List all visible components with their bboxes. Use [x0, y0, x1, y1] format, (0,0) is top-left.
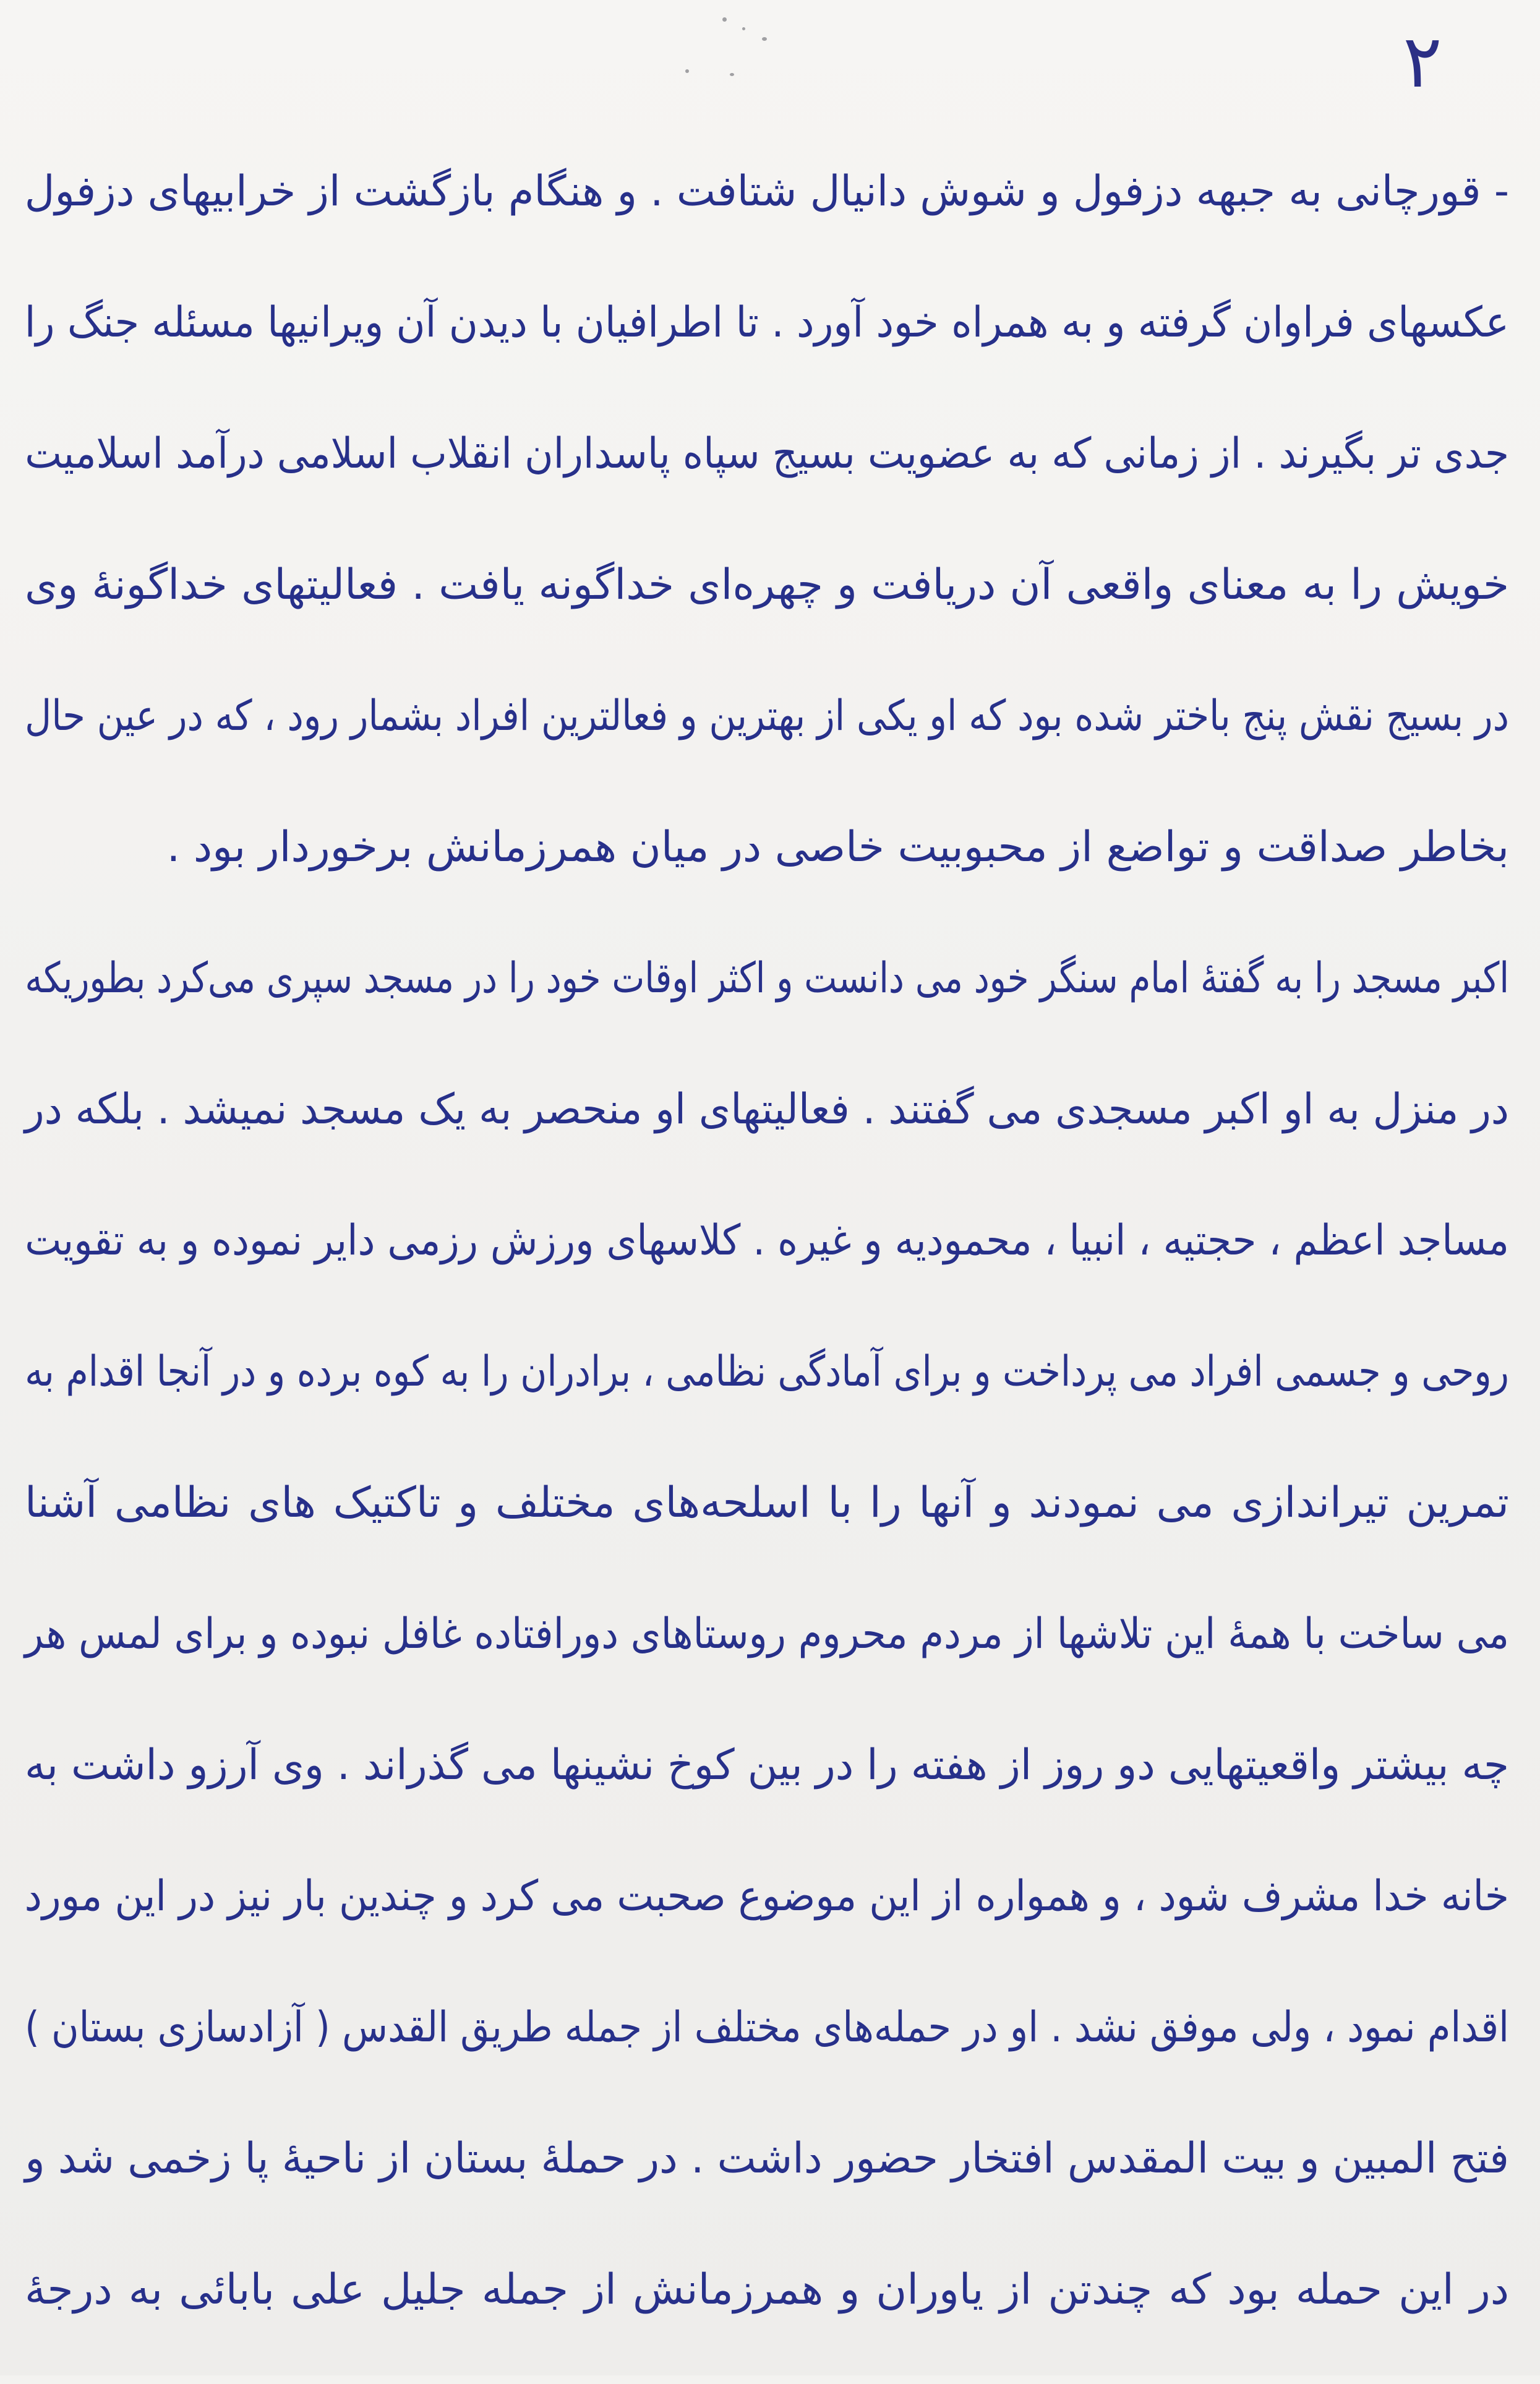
page-number: ۲ [1403, 19, 1442, 104]
text-line: اقدام نمود ، ولی موفق نشد . او در حمله‌های مختلف از جمله طریق القدس ( آزادسازی بستان ) [25, 2003, 1509, 2052]
text-line: روحی و جسمی افراد می پرداخت و برای آمادگی نظامی ، برادران را به کوه برده و در آنجا اقدام به [25, 1347, 1509, 1396]
text-line: خانه خدا مشرف شود ، و همواره از این موضوع صحبت می کرد و چندین بار نیز در این مورد [24, 1872, 1509, 1921]
paper-speck [730, 73, 734, 76]
paper-speck [722, 17, 727, 22]
text-line: می ساخت با همهٔ این تلاشها از مردم محروم روستاهای دورافتاده غافل نبوده و برای لمس هر [24, 1610, 1509, 1658]
paper-speck [762, 37, 767, 41]
text-line: در منزل به او اکبر مسجدی می گفتند . فعالیتهای او منحصر به یک مسجد نمیشد . بلکه در [25, 1085, 1510, 1134]
text-line: جدی تر بگیرند . از زمانی که به عضویت بسیج سپاه پاسداران انقلاب اسلامی درآمد اسلامیت [25, 429, 1509, 478]
paper-speck [685, 69, 689, 73]
text-line: مساجد اعظم ، حجتیه ، انبیا ، محمودیه و غیره . کلاسهای ورزش رزمی دایر نموده و به تقویت [25, 1216, 1510, 1265]
text-line: - قورچانی به جبهه دزفول و شوش دانیال شتافت . و هنگام بازگشت از خرابیهای دزفول [24, 167, 1509, 216]
paper-speck [742, 27, 745, 30]
text-line: خویش را به معنای واقعی آن دریافت و چهره‌ای خداگونه یافت . فعالیتهای خداگونهٔ وی [25, 560, 1509, 609]
text-line: چه بیشتر واقعیتهایی دو روز از هفته را در بین کوخ نشینها می گذراند . وی آرزو داشت به [24, 1741, 1509, 1790]
text-line: عکسهای فراوان گرفته و به همراه خود آورد . تا اطرافیان با دیدن آن ویرانیها مسئله جنگ را [24, 298, 1510, 347]
text-line: بخاطر صداقت و تواضع از محبوبیت خاصی در میان همرزمانش برخوردار بود . [166, 823, 1509, 872]
text-line: فتح المبین و بیت المقدس افتخار حضور داشت . در حملهٔ بستان از ناحیهٔ پا زخمی شد و [25, 2134, 1509, 2183]
text-line: تمرین تیراندازی می نمودند و آنها را با اسلحه‌های مختلف و تاکتیک های نظامی آشنا [25, 1478, 1509, 1527]
text-line: در این حمله بود که چندتن از یاوران و همرزمانش از جمله جلیل علی بابائی به درجهٔ [25, 2265, 1509, 2314]
text-line: اکبر مسجد را به گفتهٔ امام سنگر خود می دانست و اکثر اوقات خود را در مسجد سپری می‌کرد بطوریکه [25, 954, 1509, 1003]
text-line: در بسیج نقش پنج باختر شده بود که او یکی از بهترین و فعالترین افراد بشمار رود ، که در عین حال [25, 692, 1509, 740]
handwritten-text-body [25, 155, 1509, 2384]
